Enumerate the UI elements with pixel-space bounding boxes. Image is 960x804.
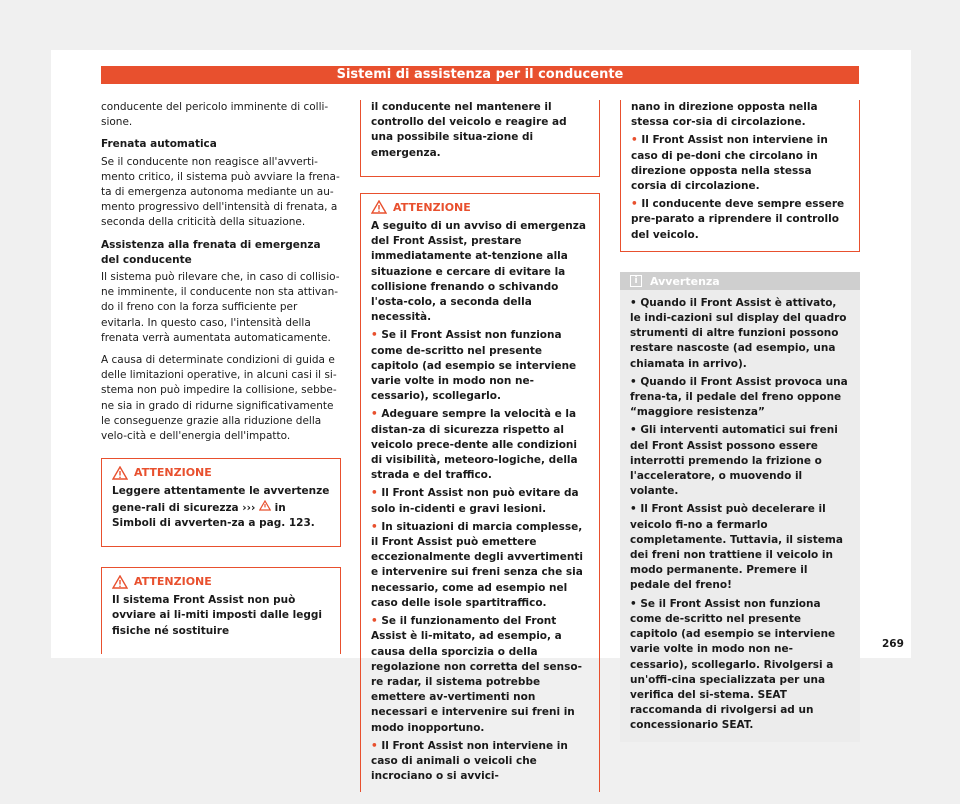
warning-bullet [371,407,589,483]
heading-emergency-brake-assist: Assistenza alla frenata di emergenza del conducente [101,238,321,266]
warning-bullet [371,739,589,785]
column-1 [101,100,341,666]
note-item [630,375,850,421]
section-header: Sistemi di assistenza per il conducente [101,66,859,84]
note-text: Gli interventi automatici sui freni del Front Assist possono essere interrotti premendo la frizione o l'acceleratore, o muovendo il volante. [630,424,838,498]
bullet-icon: • [371,487,378,500]
warning-box-continued [360,100,600,177]
note-item [630,423,850,499]
note-text: Il Front Assist può decelerare il veicolo fi-no a fermarlo completamente. Tuttavia, il sistema dei freni non trattiene il veicolo in modo permanente. Premere il pedale del freno! [630,503,843,592]
paragraph: conducente del pericolo imminente di colli-sione. [101,101,329,129]
bullet-icon: • [371,520,378,533]
page-number: 269 [882,638,904,650]
warning-bullet [631,133,849,194]
warning-title-text: ATTENZIONE [134,466,212,480]
warning-box [101,458,341,547]
bullet-icon: • [371,329,378,342]
warning-text: Il sistema Front Assist non può ovviare ai li-miti imposti dalle leggi fisiche né sostituire [112,594,322,637]
warning-intro: A seguito di un avviso di emergenza del Front Assist, prestare immediatamente at-tenzione alla situazione e cercare di evitare la collisione frenando o schivando l'osta-colo, a seconda della necessità. [371,220,586,324]
bullet-icon: • [630,597,637,610]
warning-bullet [371,520,589,611]
note-text: Se il Front Assist non funziona come de-scritto nel presente capitolo (ad esempio se interviene varie volte in modo non ne-cessario), scollegarlo. Rivolgersi a un'offi-cina specializzata per una verifica del si-stema. SEAT raccomanda di rivolgersi ad un concessionario SEAT. [630,597,836,732]
warning-bullet [371,328,589,404]
column-2 [360,100,600,804]
bullet-icon: • [630,424,637,437]
bullet-icon: • [371,408,378,421]
bullet-text: Se il funzionamento del Front Assist è li-mitato, ad esempio, a causa della sporcizia o della regolazione non corretta del senso-re radar, il sistema potrebbe emettere av-vertimenti non necessari e intervenire sui freni in modo inopportuno. [371,615,582,734]
note-item [630,296,850,372]
warning-box [360,193,600,793]
bullet-text: Il Front Assist non interviene in caso di animali o veicoli che incrociano o si avvici- [371,739,568,783]
paragraph: A causa di determinate condizioni di guida e delle limitazioni operative, in alcuni casi il si-stema non può impedire la collisione, sebbe-ne sia in grado di ridurne significativamente le conseguenze grazie alla riduzione della velo-cità e dell'energia dell'impatto. [101,354,337,443]
heading-automatic-braking: Frenata automatica [101,138,217,151]
warning-text [112,484,330,531]
bullet-text: Adeguare sempre la velocità e la distan-za di sicurezza rispetto al veicolo prece-dente alle condizioni di visibilità, meteoro-logiche, della strada e del traffico. [371,408,578,482]
column-3 [620,100,860,742]
warning-title [112,574,330,589]
warning-bullet [371,614,589,736]
warning-title [371,200,589,215]
warning-title [112,465,330,480]
bullet-icon: • [630,503,637,516]
warning-title-text: ATTENZIONE [134,575,212,589]
warning-box [101,567,341,654]
warning-title-text: ATTENZIONE [393,200,471,214]
warning-text: il conducente nel mantenere il controllo del veicolo e reagire ad una possibile situa-zione di emergenza. [371,101,567,159]
warning-bullet [371,486,589,516]
note-title-text: Avvertenza [650,274,720,288]
bullet-text: Il Front Assist non può evitare da solo in-cidenti e gravi lesioni. [371,487,579,515]
warning-icon [259,500,271,511]
warning-link[interactable]: in Simboli di avverten-za a pag. 123. [112,501,315,529]
note-item [630,597,850,734]
bullet-text: Se il Front Assist non funziona come de-scritto nel presente capitolo (ad esempio se interviene varie volte in modo non ne-cessario), scollegarlo. [371,329,577,403]
bullet-icon: • [630,296,637,309]
warning-icon [112,575,128,589]
paragraph: Il sistema può rilevare che, in caso di collisio-ne imminente, il conducente non sta attivan-do il freno con la forza sufficiente per evitarla. In questo caso, l'intensità della frenata verrà aumentata automaticamente. [101,271,340,344]
warning-text: nano in direzione opposta nella stessa cor-sia di circolazione. [631,101,818,129]
bullet-icon: • [371,739,378,752]
note-title [630,274,720,289]
note-box [620,272,860,742]
bullet-icon: • [371,615,378,628]
warning-icon [112,466,128,480]
bullet-text: Il Front Assist non interviene in caso di pe-doni che circolano in direzione opposta nella stessa corsia di circolazione. [631,134,828,193]
bullet-icon: • [630,375,637,388]
bullet-text: In situazioni di marcia complesse, il Front Assist può emettere eccezionalmente degli avvertimenti e intervenire sui freni senza che sia necessario, come ad esempio nel caso delle isole spartitraffico. [371,520,583,609]
paragraph: Se il conducente non reagisce all'avverti-mento critico, il sistema può avviare la frena-ta di emergenza autonoma mediante un au-mento progressivo dell'intensità di frenata, a seconda della criticità della situazione. [101,155,340,229]
note-item [630,502,850,593]
bullet-text: Il conducente deve sempre essere pre-parato a riprendere il controllo del veicolo. [631,198,845,241]
warning-bullet [631,197,849,243]
note-text: Quando il Front Assist provoca una frena-ta, il pedale del freno oppone “maggiore resistenza” [630,375,848,419]
warning-icon [371,200,387,214]
info-icon: i [630,275,642,287]
bullet-icon: • [631,198,638,211]
note-text: Quando il Front Assist è attivato, le indi-cazioni sul display del quadro strumenti di altre funzioni possono restare nascoste (ad esempio, una chiamata in arrivo). [630,296,847,370]
bullet-icon: • [631,134,638,147]
warning-box-continued [620,100,860,252]
warning-text-a: Leggere attentamente le avvertenze gene-rali di sicurezza ››› [112,485,330,514]
